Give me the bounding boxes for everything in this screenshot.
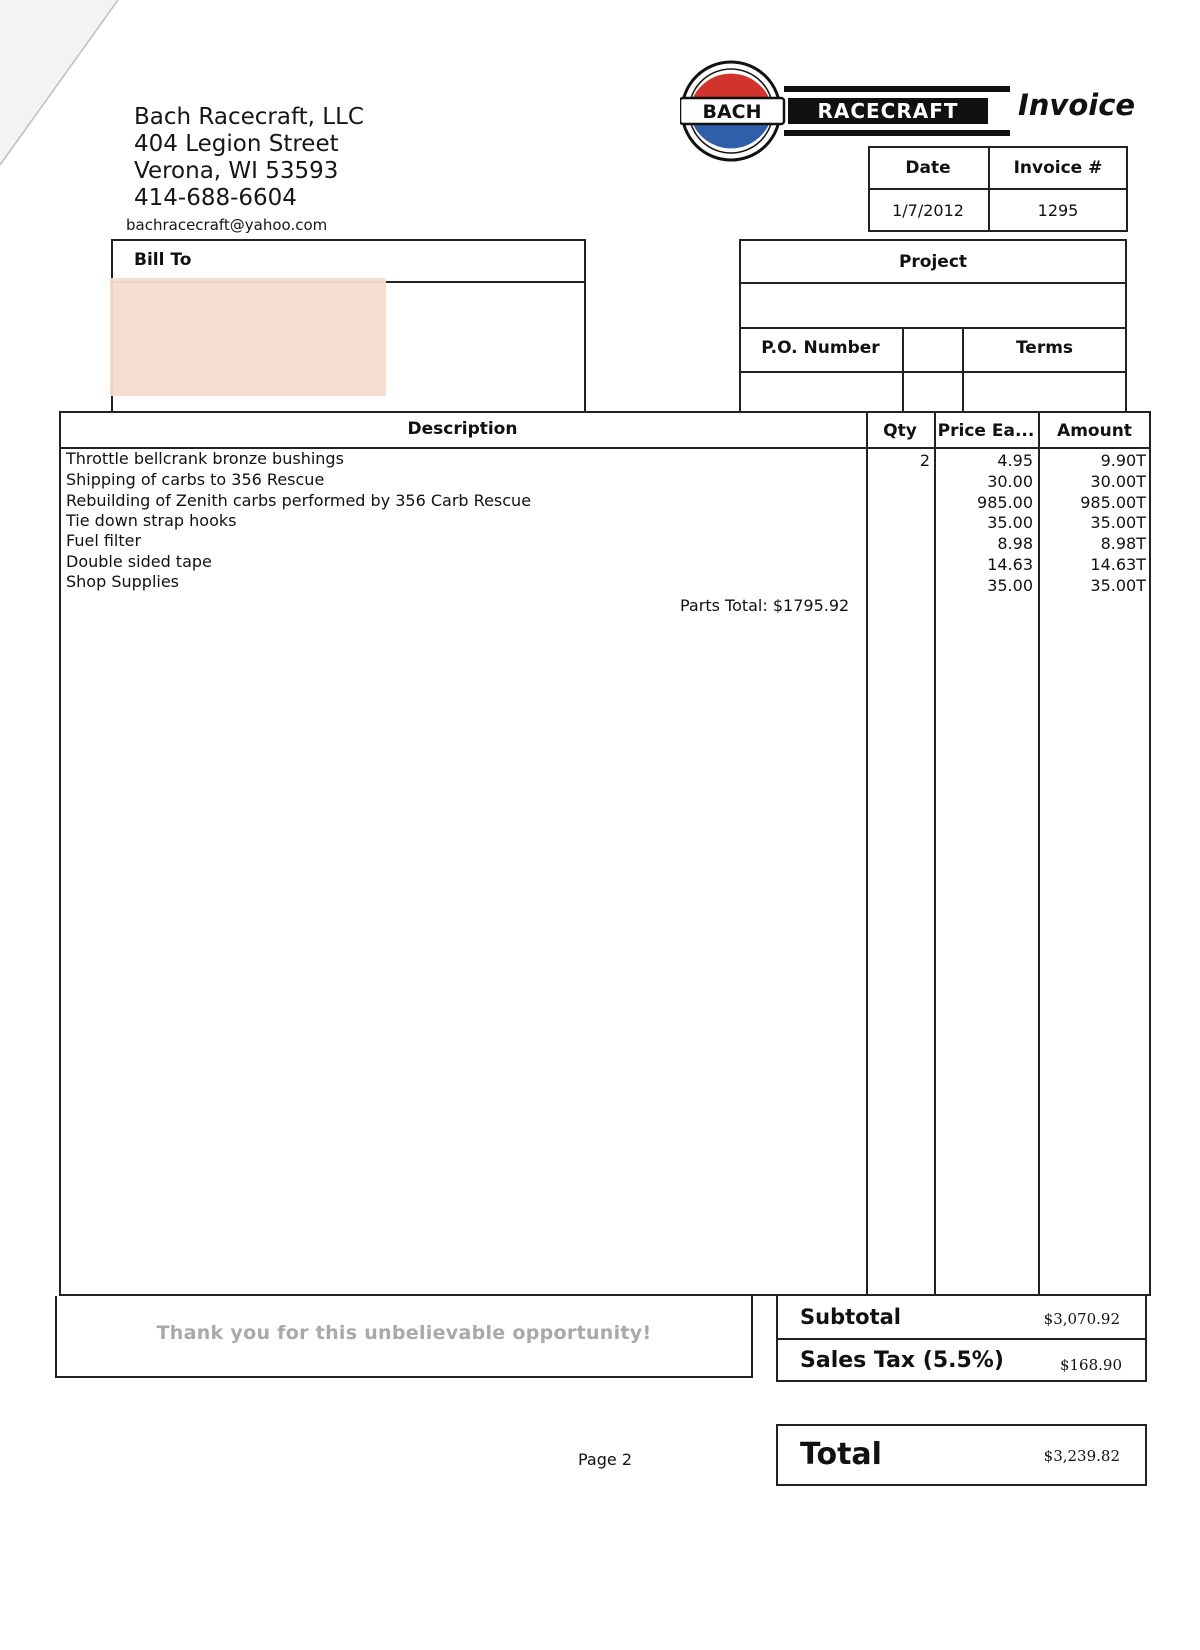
table-row-price: 985.00 — [977, 493, 1033, 512]
page-fold-corner — [0, 0, 130, 170]
page-number: Page 2 — [578, 1450, 632, 1469]
table-row-description: Fuel filter — [66, 531, 142, 550]
table-row-amount: 985.00T — [1080, 493, 1146, 512]
parts-total: Parts Total: $1795.92 — [680, 596, 850, 615]
table-row-price: 35.00 — [987, 513, 1033, 532]
date-label: Date — [905, 158, 951, 178]
sales-tax-value: $168.90 — [1059, 1356, 1122, 1374]
table-row-price: 8.98 — [997, 534, 1033, 553]
table-row-description: Tie down strap hooks — [66, 511, 237, 530]
description-header: Description — [407, 419, 518, 439]
table-row-description: Shipping of carbs to 356 Rescue — [66, 470, 325, 489]
price-each-header: Price Ea... — [937, 421, 1035, 441]
company-phone: 414-688-6604 — [134, 185, 297, 211]
table-row-price: 30.00 — [987, 472, 1033, 491]
amount-header: Amount — [1057, 421, 1132, 441]
redacted-bill-to-address — [110, 278, 386, 396]
company-email: bachracecraft@yahoo.com — [126, 216, 328, 234]
table-row-description: Double sided tape — [66, 552, 212, 571]
bill-to-label: Bill To — [134, 250, 192, 270]
thank-you-message: Thank you for this unbelievable opportunity! — [156, 1322, 652, 1344]
table-row-amount: 14.63T — [1090, 555, 1146, 574]
company-address-block — [134, 104, 364, 212]
po-number-label: P.O. Number — [761, 338, 880, 358]
table-row-description: Throttle bellcrank bronze bushings — [66, 449, 344, 468]
table-row-price: 35.00 — [987, 576, 1033, 595]
company-street: 404 Legion Street — [134, 131, 339, 157]
total-value: $3,239.82 — [1043, 1447, 1120, 1465]
invoice-number-value: 1295 — [1037, 201, 1079, 220]
company-name: Bach Racecraft, LLC — [134, 104, 364, 130]
table-row-description: Rebuilding of Zenith carbs performed by 356 Carb Rescue — [66, 491, 532, 510]
subtotal-value: $3,070.92 — [1043, 1310, 1120, 1328]
date-value: 1/7/2012 — [892, 201, 964, 220]
invoice-title: Invoice — [1018, 88, 1136, 122]
table-row-description: Shop Supplies — [66, 572, 180, 591]
project-label: Project — [898, 252, 968, 272]
qty-header: Qty — [883, 421, 917, 441]
table-row-amount: 30.00T — [1090, 472, 1146, 491]
table-row-price: 14.63 — [987, 555, 1033, 574]
table-row-amount: 8.98T — [1100, 534, 1146, 553]
table-row-amount: 9.90T — [1100, 451, 1146, 470]
table-row-price: 4.95 — [997, 451, 1033, 470]
invoice-number-label: Invoice # — [1013, 158, 1103, 178]
logo-right-word: RACECRAFT — [817, 99, 959, 123]
logo-left-word: BACH — [702, 101, 762, 123]
total-label: Total — [800, 1437, 882, 1472]
terms-label: Terms — [1015, 338, 1074, 358]
company-city: Verona, WI 53593 — [134, 158, 339, 184]
subtotal-label: Subtotal — [800, 1305, 901, 1329]
table-row-amount: 35.00T — [1090, 576, 1146, 595]
table-row-amount: 35.00T — [1090, 513, 1146, 532]
sales-tax-label: Sales Tax (5.5%) — [800, 1348, 1004, 1373]
table-row-qty: 2 — [919, 451, 930, 470]
